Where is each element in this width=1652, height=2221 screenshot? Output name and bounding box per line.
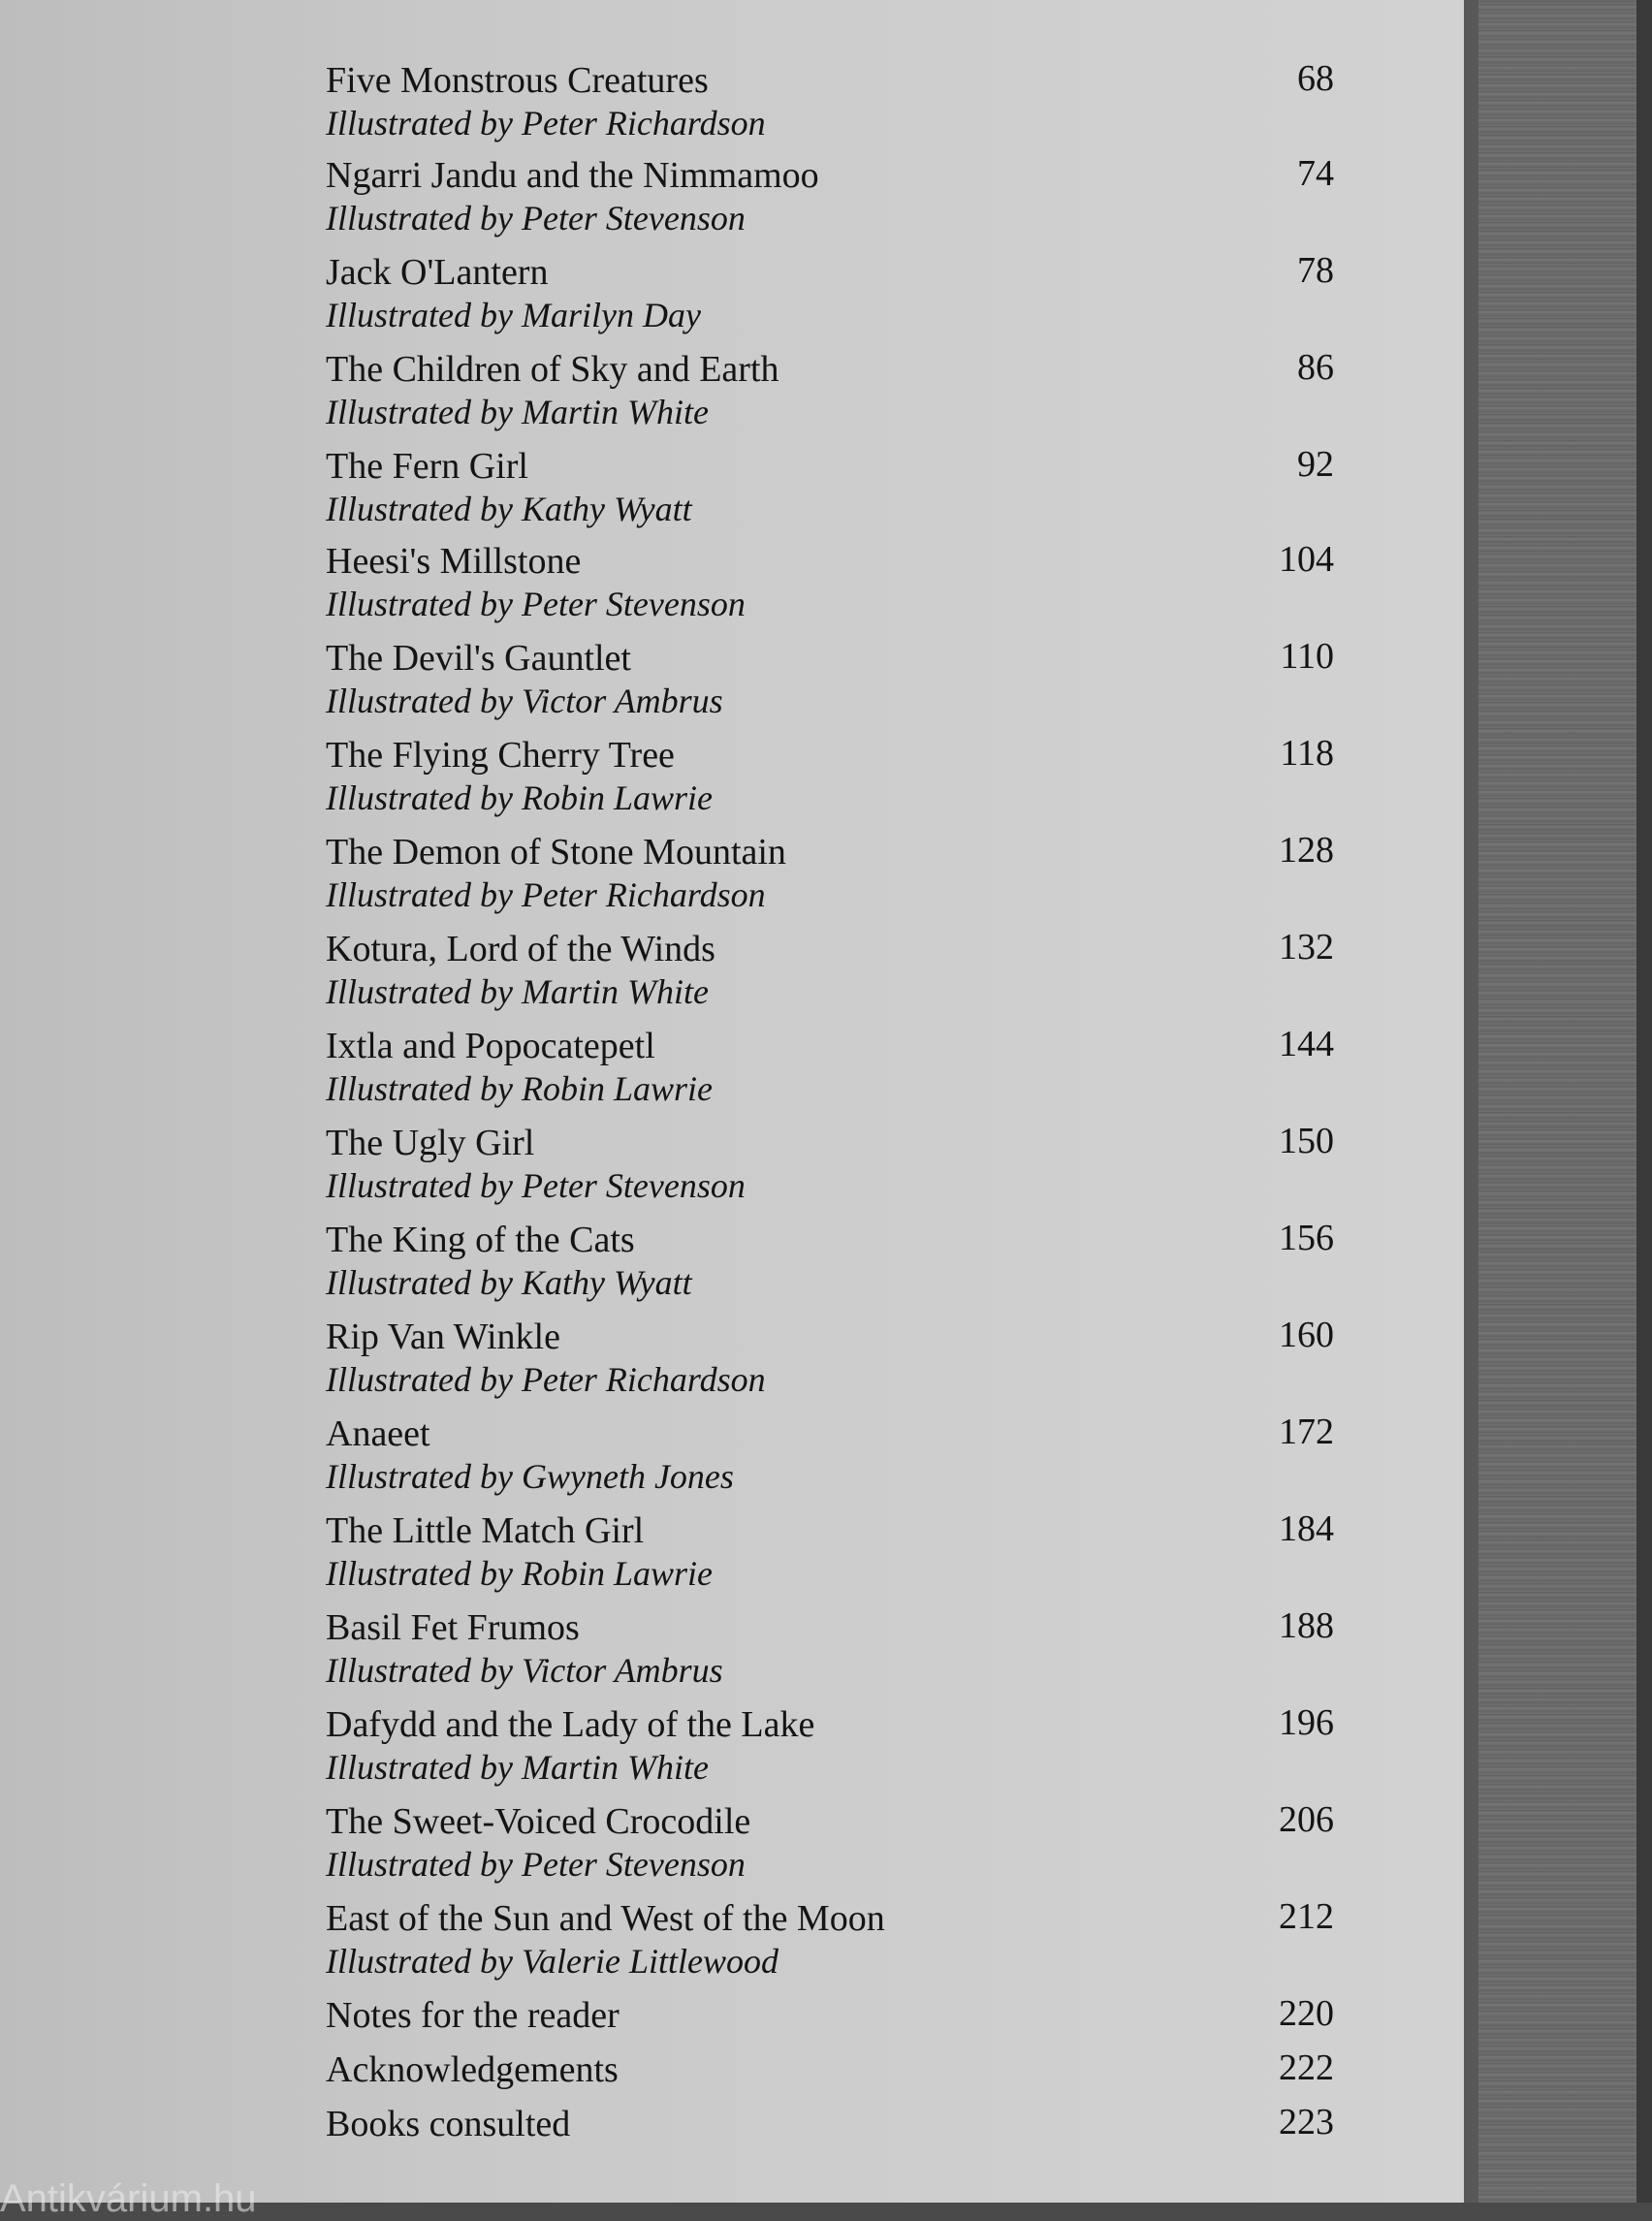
- entry-title: The Sweet-Voiced Crocodile: [326, 1801, 751, 1842]
- cover-shadow: [1636, 0, 1652, 2203]
- entry-illustrator: Illustrated by Martin White: [326, 393, 709, 431]
- entry-title: Acknowledgements: [326, 2049, 619, 2090]
- entry-title: The Little Match Girl: [326, 1510, 645, 1551]
- entry-illustrator: Illustrated by Peter Stevenson: [326, 199, 746, 238]
- entry-title: Basil Fet Frumos: [326, 1607, 580, 1648]
- entry-title: Rip Van Winkle: [326, 1317, 560, 1357]
- entry-title: Anaeet: [326, 1413, 430, 1454]
- entry-page-number: 223: [1279, 2102, 1334, 2142]
- entry-title: Ixtla and Popocatepetl: [326, 1026, 655, 1066]
- entry-page-number: 78: [1297, 250, 1334, 291]
- entry-page-number: 172: [1279, 1412, 1334, 1452]
- entry-illustrator: Illustrated by Martin White: [326, 1748, 709, 1787]
- entry-illustrator: Illustrated by Robin Lawrie: [326, 1554, 713, 1593]
- entry-title: Dafydd and the Lady of the Lake: [326, 1704, 815, 1745]
- entry-illustrator: Illustrated by Peter Stevenson: [326, 585, 746, 623]
- entry-title: The Demon of Stone Mountain: [326, 832, 786, 873]
- entry-title: The Ugly Girl: [326, 1123, 535, 1163]
- cover-texture: [1478, 0, 1638, 2203]
- entry-page-number: 222: [1279, 2047, 1334, 2088]
- entry-illustrator: Illustrated by Peter Richardson: [326, 104, 766, 143]
- entry-illustrator: Illustrated by Peter Richardson: [326, 875, 766, 914]
- entry-illustrator: Illustrated by Peter Stevenson: [326, 1166, 746, 1205]
- entry-page-number: 150: [1279, 1121, 1334, 1161]
- entry-page-number: 86: [1297, 347, 1334, 388]
- entry-illustrator: Illustrated by Robin Lawrie: [326, 1069, 713, 1108]
- entry-page-number: 110: [1280, 636, 1334, 677]
- entry-page-number: 220: [1279, 1993, 1334, 2034]
- entry-title: Ngarri Jandu and the Nimmamoo: [326, 155, 819, 196]
- entry-page-number: 206: [1279, 1799, 1334, 1840]
- entry-page-number: 144: [1279, 1024, 1334, 1064]
- entry-illustrator: Illustrated by Victor Ambrus: [326, 682, 723, 720]
- entry-title: Kotura, Lord of the Winds: [326, 929, 715, 969]
- entry-title: East of the Sun and West of the Moon: [326, 1898, 885, 1939]
- entry-illustrator: Illustrated by Gwyneth Jones: [326, 1457, 734, 1496]
- entry-illustrator: Illustrated by Martin White: [326, 972, 709, 1011]
- entry-title: The Devil's Gauntlet: [326, 638, 631, 679]
- entry-illustrator: Illustrated by Kathy Wyatt: [326, 1263, 692, 1302]
- entry-illustrator: Illustrated by Peter Richardson: [326, 1360, 766, 1399]
- entry-illustrator: Illustrated by Victor Ambrus: [326, 1651, 723, 1690]
- watermark: Antikvárium.hu: [0, 2177, 257, 2220]
- entry-title: The King of the Cats: [326, 1220, 635, 1260]
- entry-page-number: 104: [1279, 539, 1334, 580]
- entry-page-number: 128: [1279, 830, 1334, 871]
- entry-title: The Children of Sky and Earth: [326, 349, 779, 390]
- entry-page-number: 188: [1279, 1605, 1334, 1646]
- entry-illustrator: Illustrated by Valerie Littlewood: [326, 1942, 778, 1981]
- entry-page-number: 156: [1279, 1218, 1334, 1258]
- entry-page-number: 212: [1279, 1896, 1334, 1937]
- entry-page-number: 74: [1297, 153, 1334, 194]
- entry-illustrator: Illustrated by Peter Stevenson: [326, 1845, 746, 1884]
- entry-page-number: 132: [1279, 927, 1334, 968]
- entry-title: Heesi's Millstone: [326, 541, 582, 582]
- entry-page-number: 68: [1297, 58, 1334, 99]
- entry-title: The Flying Cherry Tree: [326, 735, 675, 776]
- entry-title: The Fern Girl: [326, 446, 528, 487]
- entry-title: Jack O'Lantern: [326, 252, 549, 293]
- entry-illustrator: Illustrated by Robin Lawrie: [326, 778, 713, 817]
- entry-illustrator: Illustrated by Marilyn Day: [326, 296, 701, 334]
- entry-page-number: 184: [1279, 1508, 1334, 1549]
- entry-page-number: 160: [1279, 1315, 1334, 1355]
- entry-title: Notes for the reader: [326, 1995, 620, 2036]
- entry-title: Books consulted: [326, 2104, 571, 2144]
- entry-page-number: 118: [1280, 733, 1334, 774]
- entry-page-number: 196: [1279, 1702, 1334, 1743]
- entry-page-number: 92: [1297, 444, 1334, 485]
- entry-title: Five Monstrous Creatures: [326, 60, 709, 101]
- entry-illustrator: Illustrated by Kathy Wyatt: [326, 490, 692, 528]
